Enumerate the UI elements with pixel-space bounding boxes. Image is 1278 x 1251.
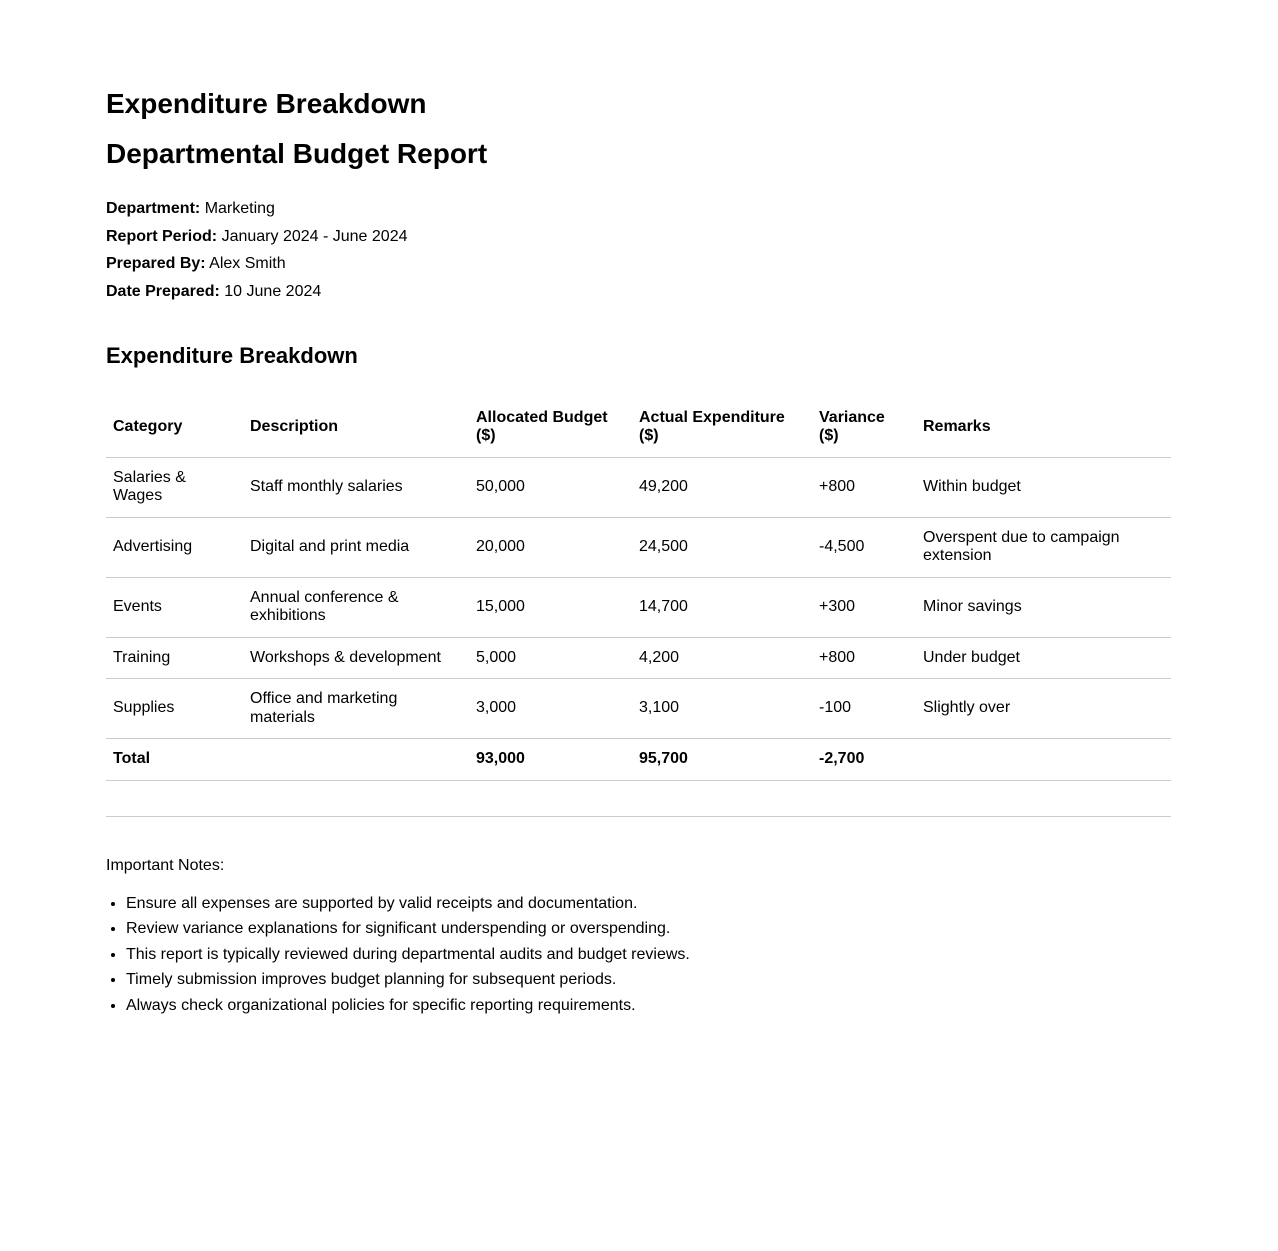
cell-category: Training [106,637,243,679]
cell-description: Office and marketing materials [243,679,469,739]
expenditure-table [106,398,1171,817]
table-row-advertising [106,517,1171,577]
cell-allocated-budget: 3,000 [469,679,632,739]
meta-prepared-by-value: Alex Smith [209,255,286,272]
cell-variance: -4,500 [812,517,916,577]
col-header-variance: Variance ($) [812,398,916,458]
cell-allocated-budget: 20,000 [469,517,632,577]
table-row-events [106,577,1171,637]
meta-prepared-by-label: Prepared By: [106,255,206,272]
notes-heading: Important Notes: [106,856,225,874]
table-header-row [106,398,1171,458]
meta-department-label: Department: [106,200,201,217]
cell-actual-expenditure: 4,200 [632,637,812,679]
note-item: • Always check organizational policies for specific reporting requirements. [126,993,1171,1019]
cell-actual-expenditure: 14,700 [632,577,812,637]
cell-variance: +800 [812,457,916,517]
cell-total-label: Total [106,739,243,781]
cell-remarks: Overspent due to campaign extension [916,517,1171,577]
meta-report-period-label: Report Period: [106,227,218,245]
cell-description: Annual conference & exhibitions [243,577,469,637]
cell-category: Events [106,577,243,637]
cell-total-allocated-budget: 93,000 [469,739,632,781]
cell-category: Salaries & Wages [106,457,243,517]
meta-department [106,200,1171,218]
cell-total-actual-expenditure: 95,700 [632,739,812,781]
cell-variance: -100 [812,679,916,739]
cell-allocated-budget: 50,000 [469,457,632,517]
cell-actual-expenditure: 3,100 [632,679,812,739]
cell-variance: +800 [812,637,916,679]
cell-actual-expenditure: 24,500 [632,517,812,577]
meta-date-prepared-value: 10 June 2024 [224,282,322,300]
note-item: • Ensure all expenses are supported by valid receipts and documentation. [126,891,1171,917]
col-header-actual-expenditure: Actual Expenditure ($) [632,398,812,458]
cell-total-variance: -2,700 [812,739,916,781]
meta-report-period-value: January 2024 - June 2024 [221,227,408,245]
cell-variance: +300 [812,577,916,637]
cell-total-remarks [916,739,1171,781]
meta-prepared-by [106,255,1171,273]
cell-remarks: Slightly over [916,679,1171,739]
col-header-remarks: Remarks [916,398,1171,458]
col-header-category: Category [106,398,243,458]
cell-total-description [243,739,469,781]
table-empty-row [106,780,1171,816]
note-item: • This report is typically reviewed during departmental audits and budget reviews. [126,942,1171,968]
cell-description: Staff monthly salaries [243,457,469,517]
table-row-supplies [106,679,1171,739]
document-subtitle: Departmental Budget Report [106,138,488,169]
notes-list [106,891,1171,1019]
document-title: Expenditure Breakdown [106,88,427,119]
meta-date-prepared [106,283,1171,301]
cell-category: Supplies [106,679,243,739]
table-row-salaries-wages [106,457,1171,517]
table-total-row [106,739,1171,781]
cell-remarks: Minor savings [916,577,1171,637]
table-row-training [106,637,1171,679]
cell-category: Advertising [106,517,243,577]
cell-actual-expenditure: 49,200 [632,457,812,517]
report-metadata [106,200,1171,301]
col-header-description: Description [243,398,469,458]
meta-report-period [106,228,1171,246]
note-item: • Review variance explanations for significant underspending or overspending. [126,916,1171,942]
note-item: • Timely submission improves budget planning for subsequent periods. [126,967,1171,993]
empty-row-cell [106,780,1171,816]
cell-allocated-budget: 15,000 [469,577,632,637]
section-heading-expenditure-breakdown: Expenditure Breakdown [106,342,358,368]
cell-description: Workshops & development [243,637,469,679]
meta-date-prepared-label: Date Prepared: [106,282,220,300]
meta-department-value: Marketing [204,200,275,217]
cell-remarks: Within budget [916,457,1171,517]
cell-description: Digital and print media [243,517,469,577]
col-header-allocated-budget: Allocated Budget ($) [469,398,632,458]
cell-allocated-budget: 5,000 [469,637,632,679]
cell-remarks: Under budget [916,637,1171,679]
